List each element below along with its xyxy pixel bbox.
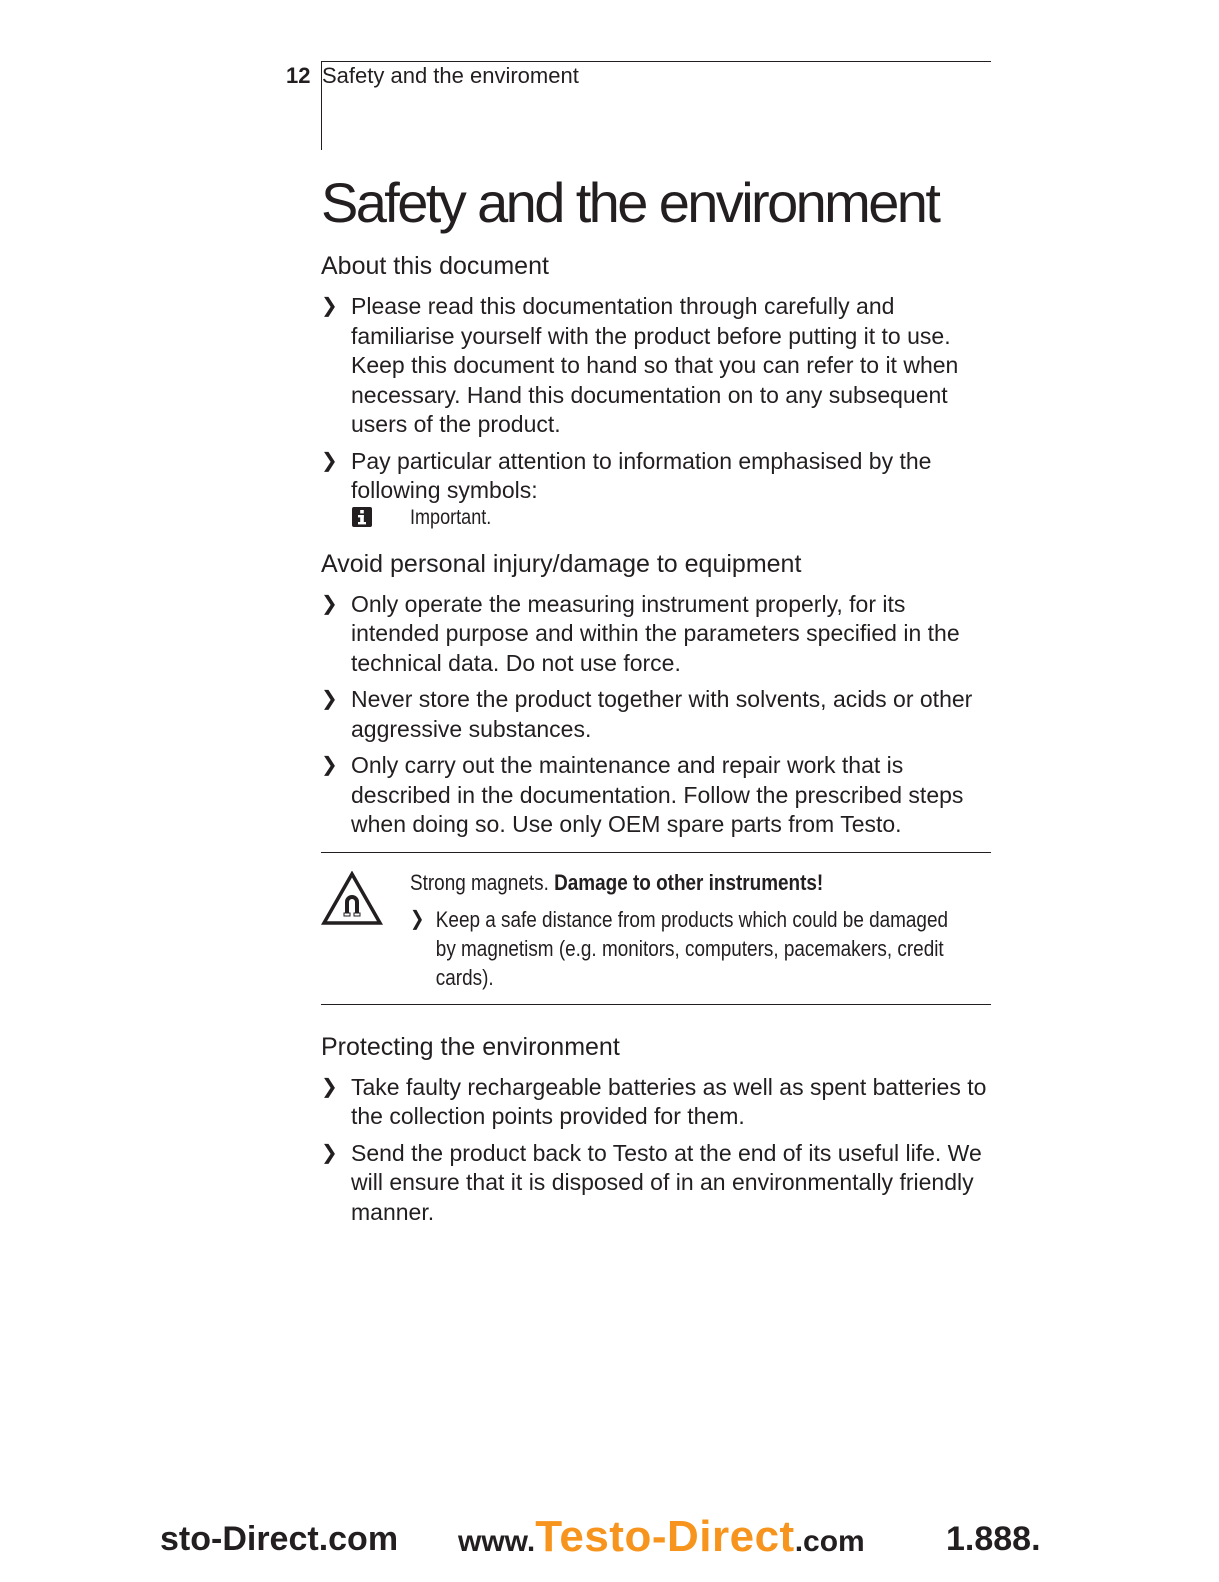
about-bullet-list [321, 292, 991, 506]
chevron-right-icon: ❯ [321, 688, 338, 710]
chevron-right-icon: ❯ [410, 907, 425, 930]
info-icon [351, 506, 373, 528]
page-number: 12 [286, 63, 311, 88]
warning-emphasis: Damage to other instruments! [554, 869, 824, 895]
section-heading-environment: Protecting the environment [321, 1032, 620, 1061]
magnet-warning-icon [321, 871, 383, 927]
chevron-right-icon: ❯ [321, 592, 338, 615]
footer-www: www. [458, 1525, 536, 1558]
chevron-right-icon: ❯ [321, 449, 338, 472]
symbol-label: Important. [410, 505, 492, 529]
list-item: ❯ Send the product back to Testo at the end of its useful life. We will ensure that it is disposed of in an environmentally friendly manner. [321, 1139, 982, 1225]
section-heading-avoid: Avoid personal injury/damage to equipment [321, 549, 802, 578]
symbol-legend-row [321, 504, 991, 532]
chevron-right-icon: ❯ [321, 754, 338, 776]
environment-bullet-list [321, 1073, 991, 1228]
footer-brand-url[interactable] [458, 1512, 865, 1562]
chevron-right-icon: ❯ [321, 1075, 338, 1098]
footer-banner [0, 1510, 1219, 1570]
page-content [321, 168, 991, 1227]
list-item: ❯ Only operate the measuring instrument properly, for its intended purpose and within the parameters specified in the technical data. Do not use force. [321, 590, 960, 676]
list-item: ❯ Only carry out the maintenance and repair work that is described in the documentation. Follow the prescribed steps when doing so. Use only OEM spare parts from Testo. [321, 752, 964, 837]
list-item: ❯ Pay particular attention to information emphasised by the following symbols: [321, 447, 932, 503]
chevron-right-icon: ❯ [321, 1141, 338, 1164]
footer-left-url[interactable]: sto-Direct.com [160, 1520, 399, 1558]
list-item: ❯ Take faulty rechargeable batteries as well as spent batteries to the collection points provided for them. [321, 1073, 987, 1129]
magnet-warning-box [321, 852, 991, 1005]
list-item: ❯ Never store the product together with solvents, acids or other aggressive substances. [321, 686, 973, 742]
footer-phone: 1.888. [946, 1520, 1041, 1558]
list-item: ❯ Please read this documentation through carefully and familiarise yourself with the product before putting it to use. Keep this document to hand so that you can refer to it when necessary. Hand this documentation on to any subsequent users of the product. [321, 293, 959, 437]
running-header: Safety and the enviroment [322, 63, 579, 88]
warning-body [410, 869, 990, 992]
avoid-bullet-list [321, 590, 991, 840]
section-heading-about: About this document [321, 252, 549, 280]
warning-bullet: ❯ Keep a safe distance from products which could be damaged by magnetism (e.g. monitors, computers, pacemakers, credit cards). [410, 906, 949, 990]
warning-lead: Strong magnets. [410, 869, 549, 895]
warning-heading [410, 869, 909, 897]
chevron-right-icon: ❯ [321, 295, 338, 317]
footer-brand: Testo-Direct [535, 1512, 795, 1561]
footer-tld: .com [794, 1525, 865, 1558]
page-title: Safety and the environment [321, 171, 939, 234]
